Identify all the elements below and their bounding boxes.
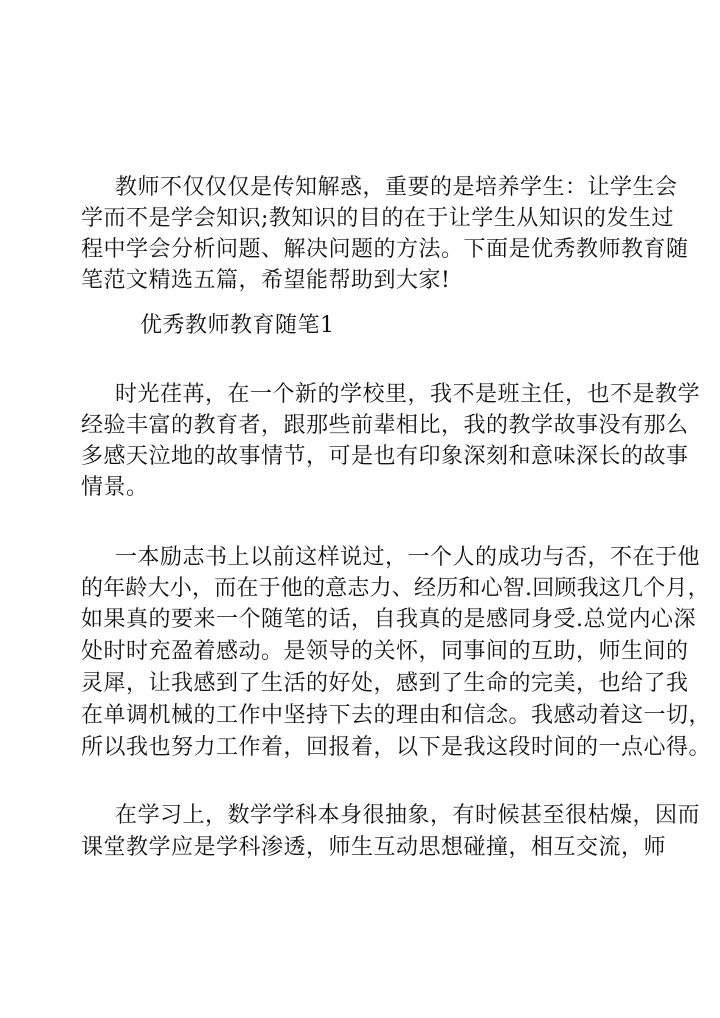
paragraph1-line-3: 多感天泣地的故事情节，可是也有印象深刻和意味深长的故事 [81, 444, 689, 469]
paragraph3-line-1: 在学习上，数学学科本身很抽象，有时候甚至很枯燥，因而 [115, 803, 701, 828]
paragraph2-line-3: 如果真的要来一个随笔的话，自我真的是感同身受.总觉内心深 [81, 607, 696, 632]
paragraph2-line-7: 所以我也努力工作着，回报着，以下是我这段时间的一点心得。 [81, 735, 712, 760]
paragraph1-line-2: 经验丰富的教育者，跟那些前辈相比，我的教学故事没有那么 [81, 413, 689, 438]
paragraph2-line-5: 灵犀，让我感到了生活的好处，感到了生命的完美，也给了我 [81, 671, 689, 696]
paragraph1-line-4: 情景。 [81, 475, 149, 500]
paragraph2-line-4: 处时时充盈着感动。是领导的关怀，同事间的互助，师生间的 [81, 639, 689, 664]
paragraph3-line-2: 课堂教学应是学科渗透，师生互动思想碰撞，相互交流，师 [81, 835, 667, 860]
intro-line-4: 笔范文精选五篇，希望能帮助到大家! [81, 268, 451, 293]
paragraph1-line-1: 时光荏苒，在一个新的学校里，我不是班主任，也不是教学 [115, 382, 701, 407]
intro-line-3: 程中学会分析问题、解决问题的方法。下面是优秀教师教育随 [81, 237, 689, 262]
paragraph2-line-6: 在单调机械的工作中坚持下去的理由和信念。我感动着这一切， [81, 703, 712, 728]
section-heading: 优秀教师教育随笔1 [140, 313, 335, 338]
paragraph2-line-2: 的年龄大小，而在于他的意志力、经历和心智.回顾我这几个月， [81, 576, 710, 601]
intro-line-1: 教师不仅仅仅是传知解惑，重要的是培养学生：让学生会 [115, 175, 678, 200]
intro-line-2: 学而不是学会知识;教知识的目的在于让学生从知识的发生过 [81, 206, 674, 231]
paragraph2-line-1: 一本励志书上以前这样说过，一个人的成功与否，不在于他 [115, 545, 701, 570]
